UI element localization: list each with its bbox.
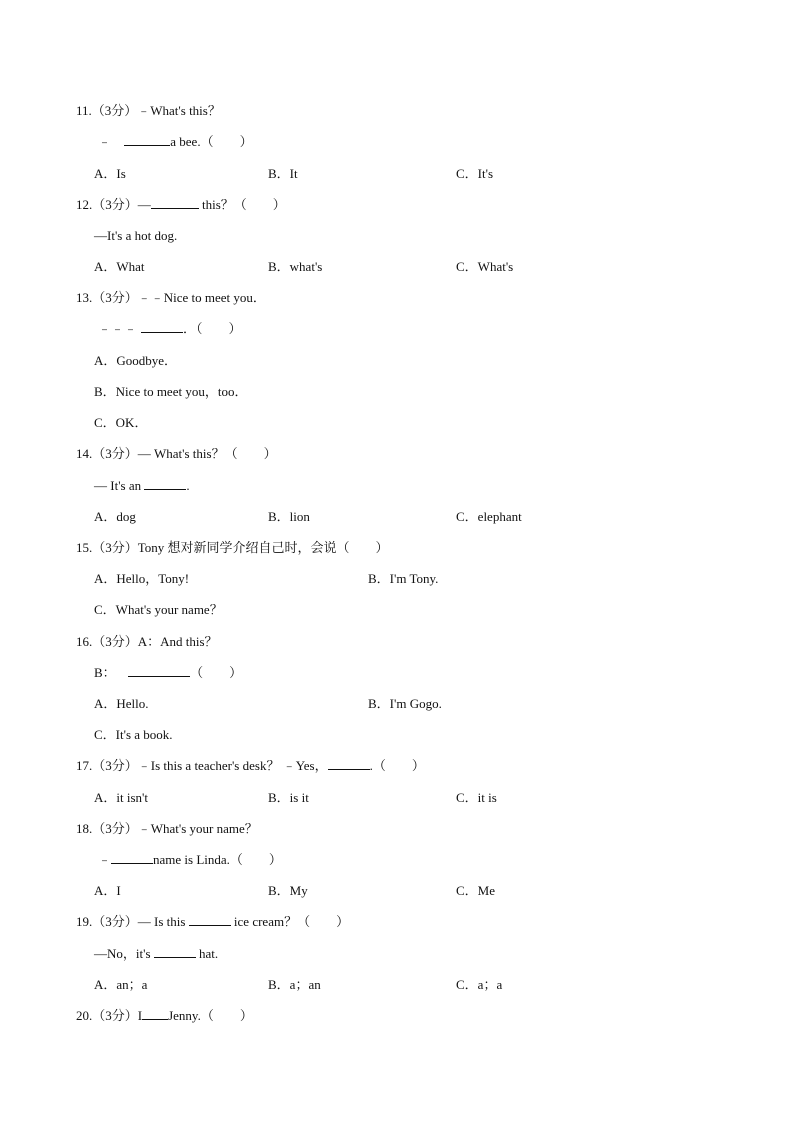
question-16-option-b[interactable]: B．I'm Gogo. <box>368 696 442 711</box>
question-12-option-a[interactable]: A．What <box>94 259 145 274</box>
answer-suffix: a bee.（ ） <box>170 134 253 149</box>
question-19-text <box>76 913 349 931</box>
question-11-option-c[interactable]: C．It's <box>456 166 494 181</box>
question-19-option-c[interactable]: C．a；a <box>456 977 503 992</box>
answer-blank[interactable] <box>128 664 190 677</box>
answer-suffix: name is Linda.（ ） <box>153 852 282 867</box>
question-13-answer-line <box>98 320 242 338</box>
answer-blank[interactable] <box>154 945 196 958</box>
question-17-option-a[interactable]: A．it isn't <box>94 790 148 805</box>
question-18-option-c[interactable]: C．Me <box>456 883 496 898</box>
question-12-suffix: this？（ ） <box>198 197 286 212</box>
question-12-text <box>76 196 286 214</box>
question-11-text: 11.（3分）﹣What's this？ <box>76 103 221 118</box>
question-12-prefix: 12.（3分）— <box>76 197 151 212</box>
question-17-option-c[interactable]: C．it is <box>456 790 497 805</box>
question-11-answer-line <box>98 133 253 151</box>
question-14-text: 14.（3分）— What's this？（ ） <box>76 446 277 461</box>
question-19-answer-line <box>94 945 218 963</box>
answer-prefix: ﹣ <box>98 852 112 867</box>
question-18-option-b[interactable]: B．My <box>268 883 308 898</box>
question-13-text: 13.（3分）﹣﹣Nice to meet you． <box>76 290 266 305</box>
question-15-option-a[interactable]: A．Hello，Tony! <box>94 571 190 586</box>
question-13-option-c[interactable]: C．OK． <box>94 415 148 430</box>
question-11-option-a[interactable]: A．Is <box>94 166 126 181</box>
answer-blank[interactable] <box>142 1007 168 1020</box>
question-16-option-c[interactable]: C．It's a book. <box>94 727 173 742</box>
answer-prefix: ﹣ <box>98 134 115 149</box>
question-16-answer-line <box>94 664 242 682</box>
answer-suffix: ．（ ） <box>183 321 242 336</box>
question-12-option-b[interactable]: B．what's <box>268 259 323 274</box>
question-15-option-b[interactable]: B．I'm Tony. <box>368 571 439 586</box>
question-14-option-c[interactable]: C．elephant <box>456 509 522 524</box>
question-19-option-a[interactable]: A．an；a <box>94 977 148 992</box>
question-17-option-b[interactable]: B．is it <box>268 790 309 805</box>
question-14-option-b[interactable]: B．lion <box>268 509 310 524</box>
question-18-text: 18.（3分）﹣What's your name？ <box>76 821 258 836</box>
question-16-option-a[interactable]: A．Hello. <box>94 696 149 711</box>
answer-blank[interactable] <box>151 196 199 209</box>
answer-suffix: hat. <box>195 946 219 961</box>
answer-blank[interactable] <box>189 913 231 926</box>
question-12-dialogue-line: —It's a hot dog. <box>94 228 178 243</box>
question-18-answer-line <box>98 851 282 869</box>
question-19-prefix: 19.（3分）— Is this <box>76 914 189 929</box>
question-13-option-a[interactable]: A．Goodbye． <box>94 353 178 368</box>
question-14-answer-line <box>94 477 190 495</box>
question-13-option-b[interactable]: B．Nice to meet you，too． <box>94 384 248 399</box>
question-18-option-a[interactable]: A．I <box>94 883 121 898</box>
question-15-option-c[interactable]: C．What's your name？ <box>94 602 223 617</box>
answer-blank[interactable] <box>124 133 170 146</box>
question-15-text: 15.（3分）Tony 想对新同学介绍自己时，会说（ ） <box>76 540 389 555</box>
question-17-prefix: 17.（3分）﹣Is this a teacher's desk？ ﹣Yes， <box>76 758 328 773</box>
question-12-option-c[interactable]: C．What's <box>456 259 514 274</box>
question-17-text <box>76 757 425 775</box>
question-20-suffix: Jenny.（ ） <box>168 1008 253 1023</box>
answer-blank[interactable] <box>111 851 153 864</box>
question-19-option-b[interactable]: B．a；an <box>268 977 321 992</box>
question-17-suffix: .（ ） <box>369 758 425 773</box>
question-16-text: 16.（3分）A：And this？ <box>76 634 218 649</box>
answer-suffix: . <box>186 478 190 493</box>
answer-suffix: （ ） <box>190 665 243 680</box>
answer-blank[interactable] <box>141 320 183 333</box>
answer-prefix: B： <box>94 665 123 680</box>
answer-prefix: — It's an <box>94 478 145 493</box>
question-11-option-b[interactable]: B．It <box>268 166 298 181</box>
answer-prefix: ﹣﹣﹣ <box>98 321 138 336</box>
answer-blank[interactable] <box>144 477 186 490</box>
answer-blank[interactable] <box>328 757 370 770</box>
question-14-option-a[interactable]: A．dog <box>94 509 136 524</box>
question-20-prefix: 20.（3分）I <box>76 1008 143 1023</box>
question-20-text <box>76 1007 253 1025</box>
question-19-suffix: ice cream？（ ） <box>230 914 350 929</box>
answer-prefix: —No，it's <box>94 946 154 961</box>
